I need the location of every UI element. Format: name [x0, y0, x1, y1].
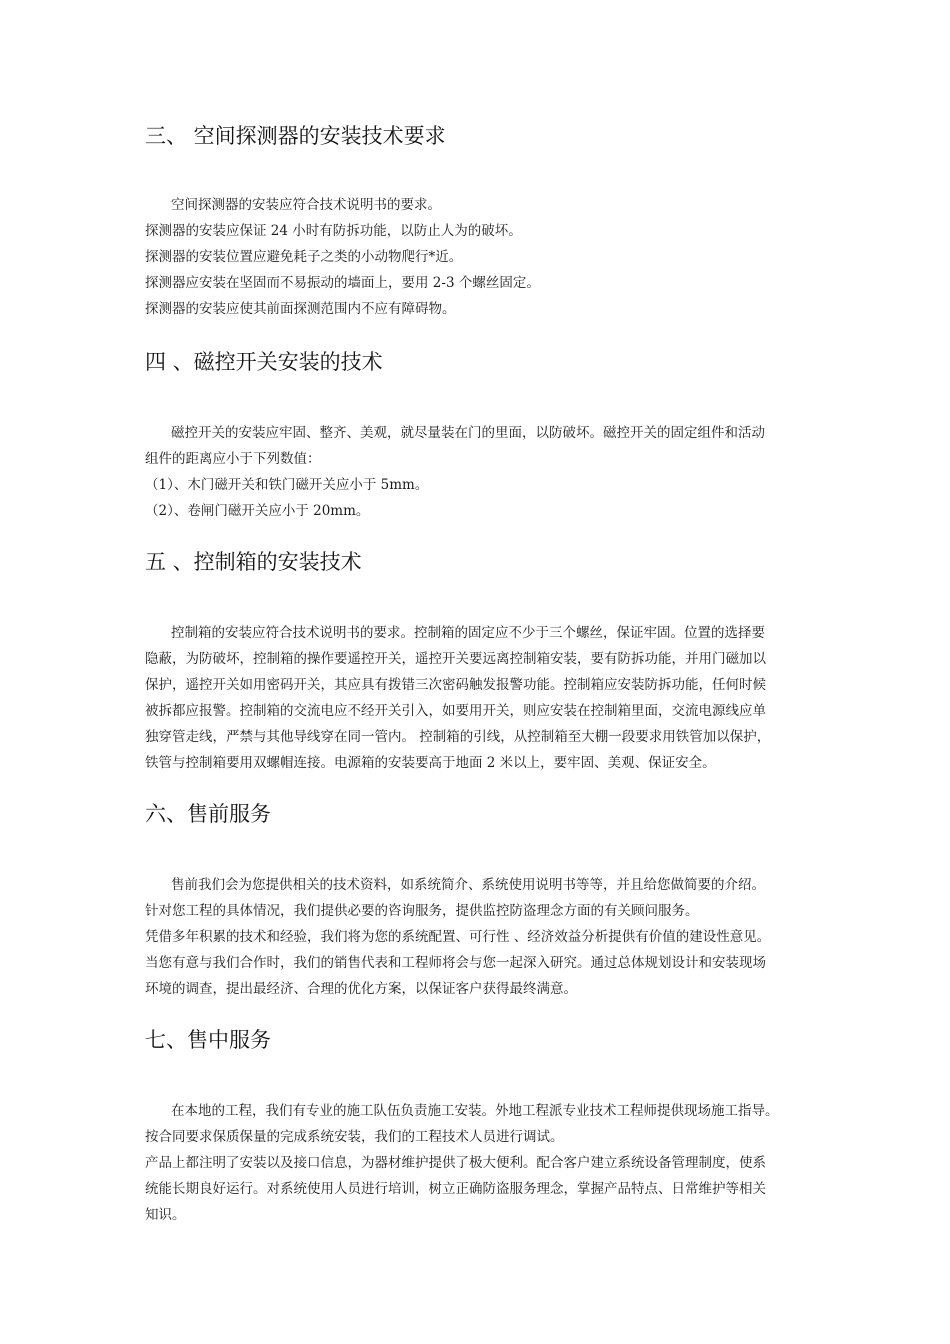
section-heading: 四 、磁控开关安装的技术: [145, 350, 383, 374]
section-space-detector: [145, 122, 813, 322]
paragraph-line: 按合同要求保质保量的完成系统安装，我们的工程技术人员进行调试。: [145, 1129, 564, 1145]
section-body: [145, 192, 813, 322]
paragraph-line: 被拆都应报警。控制箱的交流电应不经开关引入，如要用开关，则应安装在控制箱里面，交流电源线应单: [145, 703, 766, 719]
section-control-box: [145, 548, 813, 776]
section-heading: 七、售中服务: [145, 1028, 271, 1052]
section-magnetic-switch: [145, 348, 813, 524]
paragraph-line: 探测器的安装位置应避免耗子之类的小动物爬行*近。: [145, 249, 463, 265]
section-body: [145, 420, 813, 524]
paragraph-line: （1）、木门磁开关和铁门磁开关应小于 5mm。: [145, 477, 429, 493]
paragraph-line: 探测器的安装应保证 24 小时有防拆功能，以防止人为的破坏。: [145, 223, 522, 239]
paragraph-line: 空间探测器的安装应符合技术说明书的要求。: [171, 197, 441, 213]
section-pre-sales: [145, 800, 813, 1002]
paragraph-line: 隐蔽，为防破坏，控制箱的操作要遥控开关，遥控开关要远离控制箱安装，要有防拆功能，并用门磁加以: [145, 651, 766, 667]
paragraph-line: 探测器的安装应使其前面探测范围内不应有障碍物。: [145, 301, 456, 317]
paragraph-line: 售前我们会为您提供相关的技术资料，如系统简介、系统使用说明书等等，并且给您做简要的介绍。: [171, 877, 765, 893]
section-heading: 六、售前服务: [145, 802, 271, 826]
paragraph-line: 产品上都注明了安装以及接口信息，为器材维护提供了极大便利。配合客户建立系统设备管理制度，使系: [145, 1155, 766, 1171]
paragraph-line: 组件的距离应小于下列数值：: [145, 451, 321, 467]
paragraph-line: （2）、卷闸门磁开关应小于 20mm。: [145, 503, 370, 519]
section-body: [145, 1098, 813, 1228]
section-body: [145, 872, 813, 1002]
paragraph-line: 针对您工程的具体情况，我们提供必要的咨询服务，提供监控防盗理念方面的有关顾问服务。: [145, 903, 699, 919]
paragraph-line: 铁管与控制箱要用双螺帽连接。电源箱的安装要高于地面 2 米以上，要牢固、美观、保证安全。: [145, 755, 716, 771]
section-body: [145, 620, 813, 776]
section-heading: 三、 空间探测器的安装技术要求: [145, 124, 446, 148]
section-in-sales: [145, 1026, 813, 1228]
paragraph-line: 凭借多年积累的技术和经验，我们将为您的系统配置、可行性 、经济效益分析提供有价值的建设性意见。: [145, 929, 771, 945]
paragraph-line: 统能长期良好运行。对系统使用人员进行培训，树立正确防盗服务理念，掌握产品特点、日常维护等相关: [145, 1181, 766, 1197]
paragraph-line: 磁控开关的安装应牢固、整齐、美观，就尽量装在门的里面，以防破坏。磁控开关的固定组件和活动: [171, 425, 765, 441]
paragraph-line: 环境的调查，提出最经济、合理的优化方案，以保证客户获得最终满意。: [145, 981, 577, 997]
section-heading: 五 、控制箱的安装技术: [145, 550, 362, 574]
paragraph-line: 知识。: [145, 1207, 186, 1223]
paragraph-line: 当您有意与我们合作时，我们的销售代表和工程师将会与您一起深入研究。通过总体规划设计和安装现场: [145, 955, 766, 971]
paragraph-line: 探测器应安装在坚固而不易振动的墙面上，要用 2-3 个螺丝固定。: [145, 275, 540, 291]
paragraph-line: 保护，遥控开关如用密码开关，其应具有拨错三次密码触发报警功能。控制箱应安装防拆功能，任何时候: [145, 677, 766, 693]
paragraph-line: 独穿管走线，严禁与其他导线穿在同一管内。 控制箱的引线，从控制箱至大棚一段要求用铁管加以保护，: [145, 729, 771, 745]
paragraph-line: 控制箱的安装应符合技术说明书的要求。控制箱的固定应不少于三个螺丝，保证牢固。位置的选择要: [171, 625, 765, 641]
paragraph-line: 在本地的工程，我们有专业的施工队伍负责施工安装。外地工程派专业技术工程师提供现场施工指导。: [171, 1103, 779, 1119]
